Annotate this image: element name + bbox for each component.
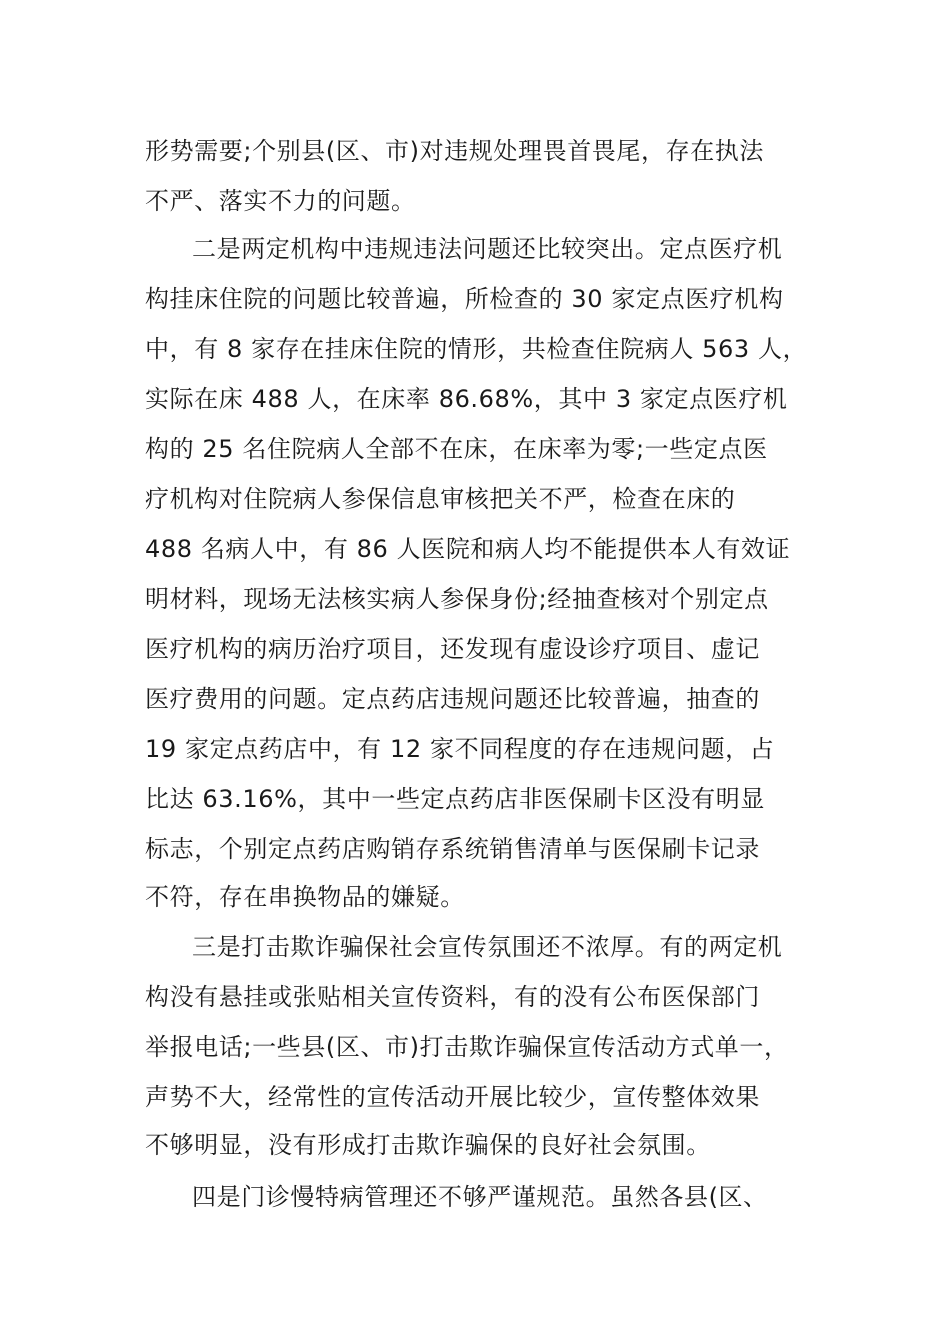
text-line: 19 家定点药店中，有 12 家不同程度的存在违规问题，占 xyxy=(145,735,775,763)
text-line: 不够明显，没有形成打击欺诈骗保的良好社会氛围。 xyxy=(145,1131,711,1159)
paragraph-start-line: 三是打击欺诈骗保社会宣传氛围还不浓厚。有的两定机 xyxy=(192,933,783,961)
text-line: 疗机构对住院病人参保信息审核把关不严，检查在床的 xyxy=(145,485,736,513)
paragraph-start-line: 四是门诊慢特病管理还不够严谨规范。虽然各县(区、 xyxy=(192,1183,768,1211)
text-line: 中，有 8 家存在挂床住院的情形，共检查住院病人 563 人， xyxy=(145,335,808,363)
text-line: 形势需要;个别县(区、市)对违规处理畏首畏尾，存在执法 xyxy=(145,137,765,165)
text-line: 比达 63.16%，其中一些定点药店非医保刷卡区没有明显 xyxy=(145,785,765,813)
paragraph-start-line: 二是两定机构中违规违法问题还比较突出。定点医疗机 xyxy=(192,235,783,263)
text-line: 举报电话;一些县(区、市)打击欺诈骗保宣传活动方式单一， xyxy=(145,1033,789,1061)
text-line: 标志，个别定点药店购销存系统销售清单与医保刷卡记录 xyxy=(145,835,760,863)
text-line: 构挂床住院的问题比较普遍，所检查的 30 家定点医疗机构 xyxy=(145,285,784,313)
text-line: 488 名病人中，有 86 人医院和病人均不能提供本人有效证 xyxy=(145,535,791,563)
text-line: 不严、落实不力的问题。 xyxy=(145,187,416,215)
text-line: 医疗费用的问题。定点药店违规问题还比较普遍，抽查的 xyxy=(145,685,760,713)
text-line: 医疗机构的病历治疗项目，还发现有虚设诊疗项目、虚记 xyxy=(145,635,760,663)
text-line: 实际在床 488 人，在床率 86.68%，其中 3 家定点医疗机 xyxy=(145,385,788,413)
text-line: 构的 25 名住院病人全部不在床，在床率为零;一些定点医 xyxy=(145,435,768,463)
text-line: 不符，存在串换物品的嫌疑。 xyxy=(145,883,465,911)
text-line: 构没有悬挂或张贴相关宣传资料，有的没有公布医保部门 xyxy=(145,983,760,1011)
text-line: 明材料，现场无法核实病人参保身份;经抽查核对个别定点 xyxy=(145,585,769,613)
text-line: 声势不大，经常性的宣传活动开展比较少，宣传整体效果 xyxy=(145,1083,760,1111)
